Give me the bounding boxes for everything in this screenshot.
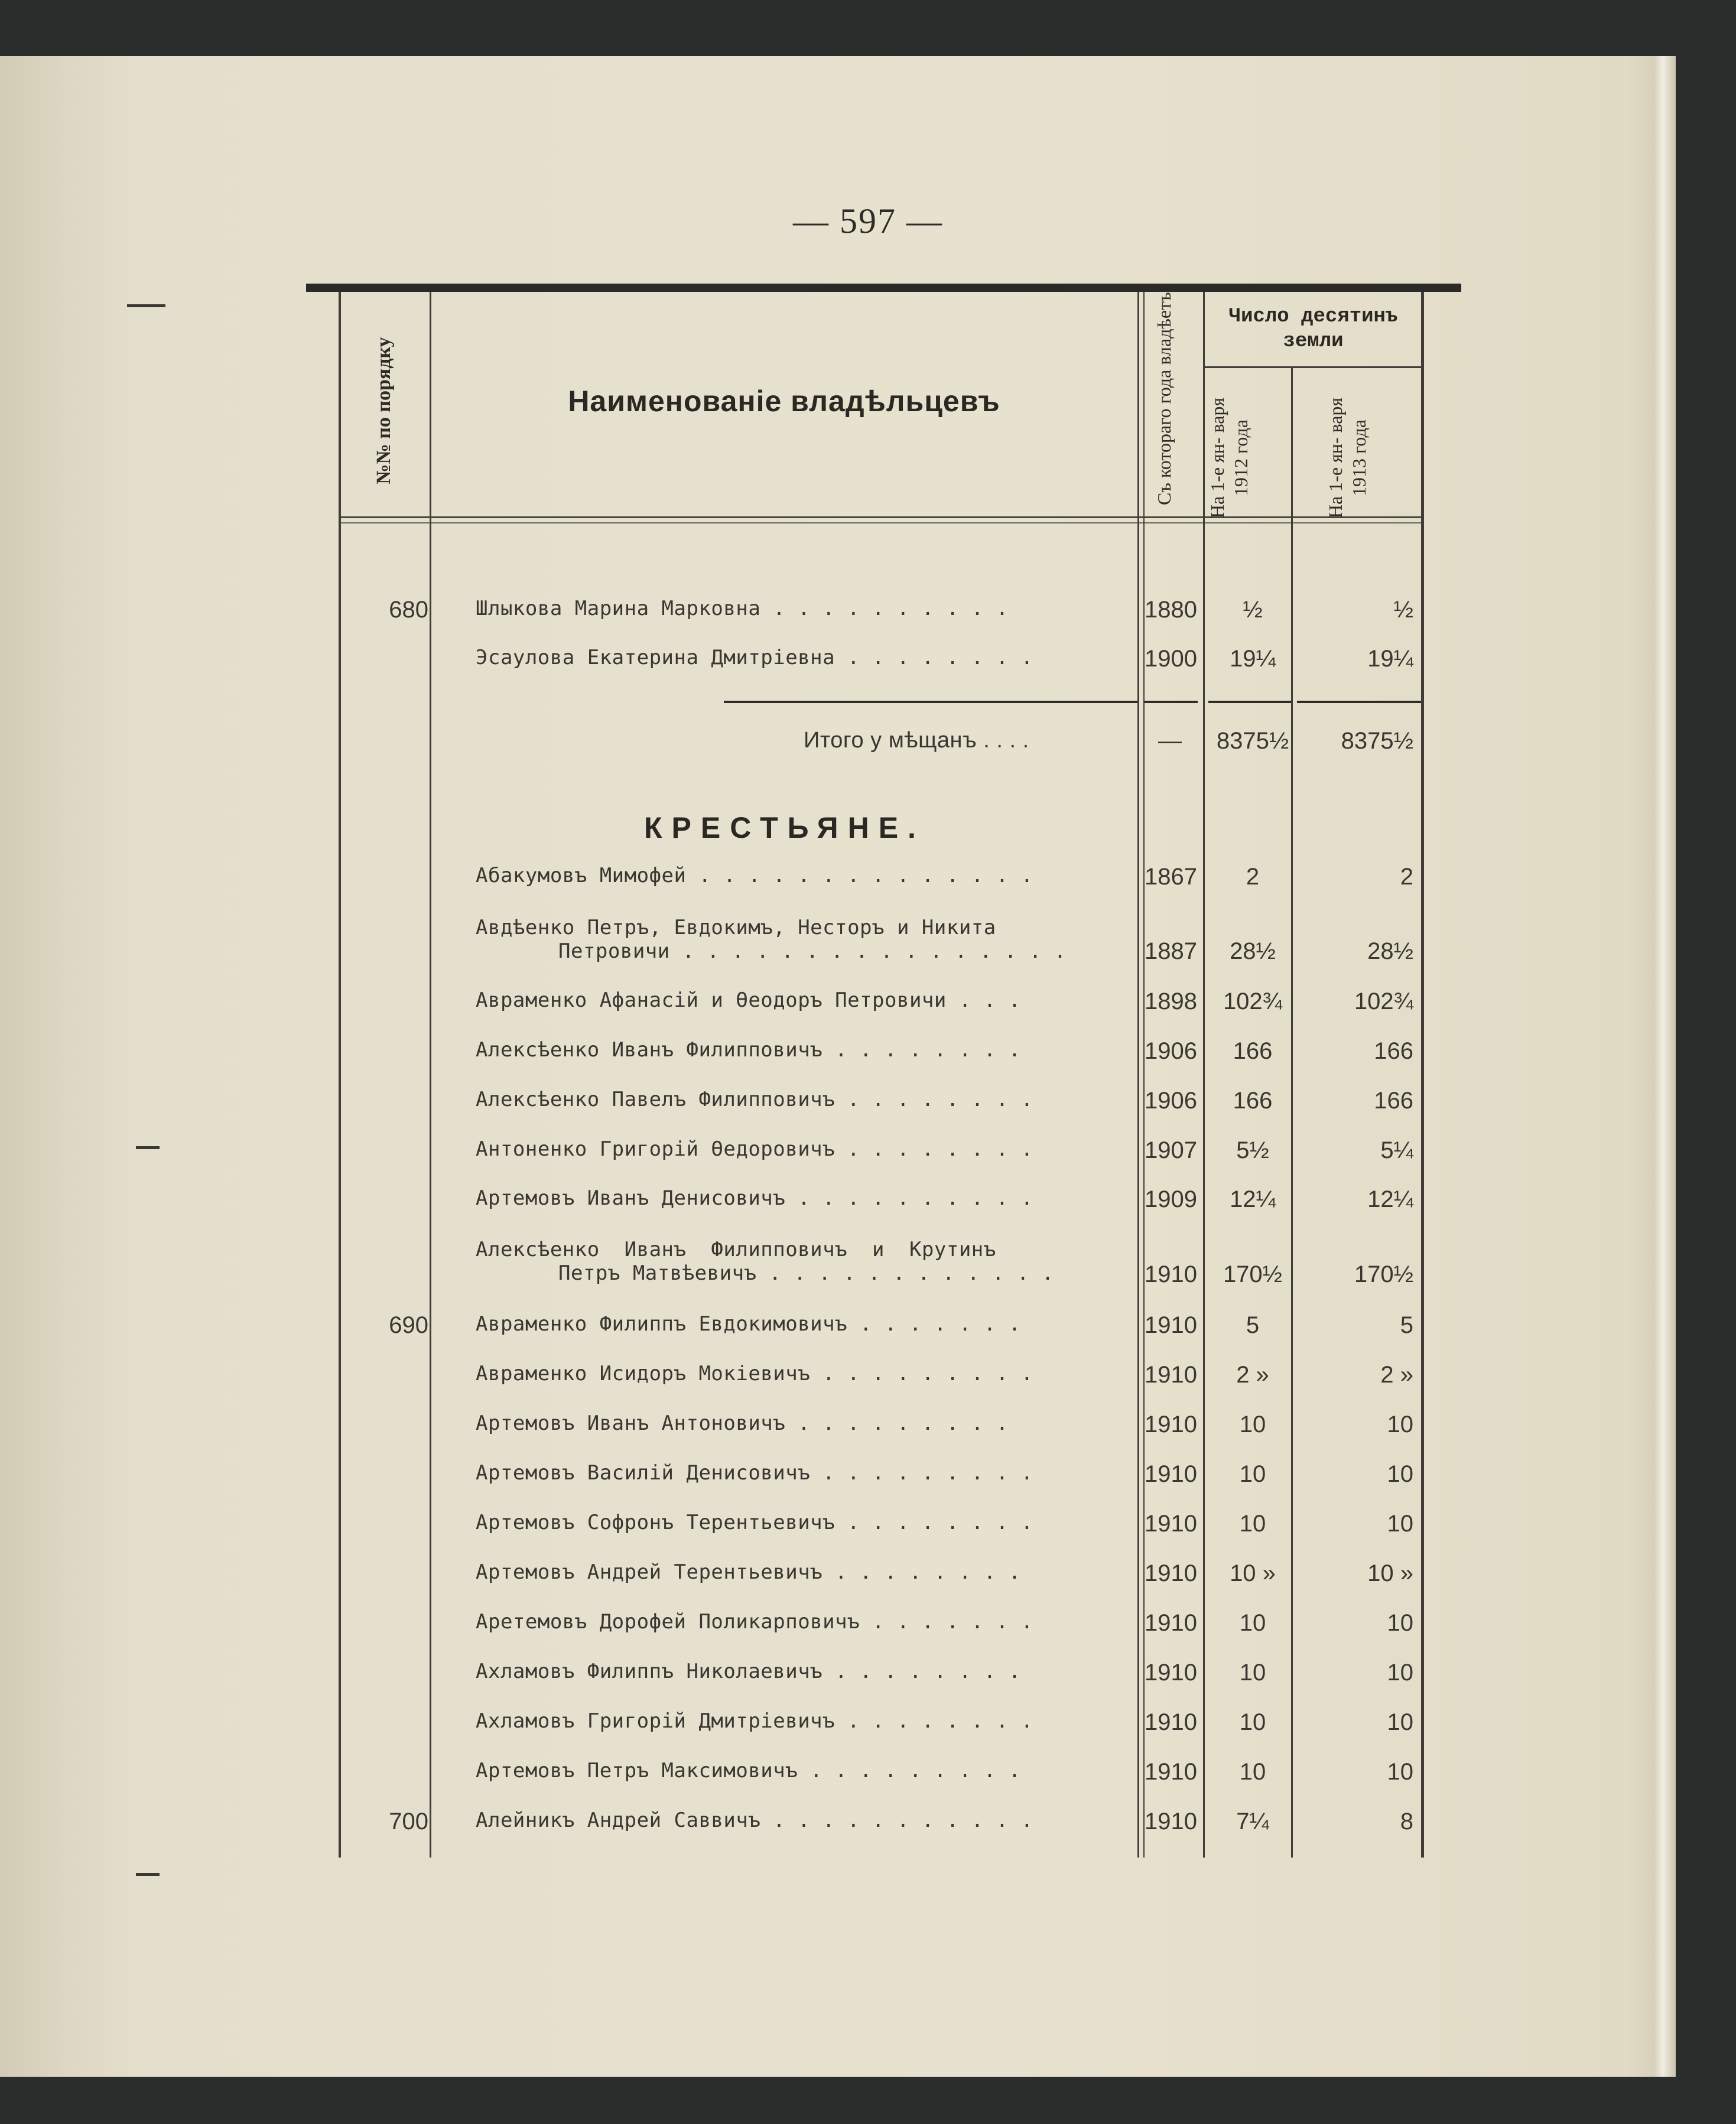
- total-1913: 8375½: [1341, 728, 1413, 754]
- binding-thread-mark: [136, 1873, 160, 1876]
- header-1912: [1205, 387, 1276, 529]
- land-1913: 166: [1374, 1038, 1413, 1064]
- owner-name: Шлыкова Марина Марковна . . . . . . . . . .: [476, 597, 1009, 620]
- land-1913: 2 »: [1380, 1362, 1413, 1388]
- land-1912: 10: [1239, 1461, 1266, 1487]
- table-row: [0, 1809, 1736, 1850]
- owner-name: Авраменко Афанасій и Өеодоръ Петровичи . . .: [476, 988, 1021, 1012]
- land-1912: 170½: [1223, 1261, 1283, 1287]
- year-since: 1906: [1145, 1038, 1197, 1064]
- year-since: 1910: [1145, 1411, 1197, 1437]
- year-since: 1910: [1145, 1362, 1197, 1388]
- land-1912: 10 »: [1230, 1560, 1276, 1586]
- table-row: [0, 1610, 1736, 1651]
- table-row: [0, 1312, 1736, 1354]
- land-1912: 10: [1239, 1759, 1266, 1785]
- table-row: [0, 1461, 1736, 1502]
- owner-name: Эсаулова Екатерина Дмитріевна . . . . . . . .: [476, 646, 1033, 669]
- table-row: [0, 864, 1736, 905]
- owner-name: Ахламовъ Григорій Дмитріевичъ . . . . . . . .: [476, 1709, 1033, 1733]
- land-1913: 10 »: [1367, 1560, 1413, 1586]
- land-1912: 166: [1233, 1088, 1273, 1114]
- land-1913: 10: [1387, 1461, 1413, 1487]
- table-row: [0, 1088, 1736, 1129]
- table-row: [0, 988, 1736, 1030]
- land-1912: 10: [1239, 1511, 1266, 1537]
- owner-name: Артемовъ Иванъ Денисовичъ . . . . . . . . . .: [476, 1186, 1033, 1210]
- land-1912: 19¼: [1230, 646, 1276, 672]
- header-number-col: №№ по порядку: [373, 337, 395, 484]
- year-since: 1867: [1145, 864, 1197, 890]
- table-row: [0, 1411, 1736, 1453]
- year-since: 1910: [1145, 1312, 1197, 1338]
- table-row: [0, 1560, 1736, 1602]
- owner-name-cont: Петровичи . . . . . . . . . . . . . . . .: [558, 939, 1067, 963]
- header-since-year: [1152, 292, 1199, 505]
- land-1913: 166: [1374, 1088, 1413, 1114]
- year-since: 1910: [1145, 1560, 1197, 1586]
- group-header-rule: [1203, 366, 1422, 368]
- owner-name: Артемовъ Софронъ Терентьевичъ . . . . . . . .: [476, 1511, 1033, 1534]
- land-1913: 10: [1387, 1660, 1413, 1686]
- land-1913: 5: [1400, 1312, 1413, 1338]
- land-1912: 7¼: [1236, 1809, 1269, 1834]
- owner-name: Абакумовъ Мимофей . . . . . . . . . . . . . .: [476, 864, 1033, 887]
- owner-name: Артемовъ Петръ Максимовичъ . . . . . . . . .: [476, 1759, 1021, 1783]
- header-1913-text: На 1-е ян- варя 1913 года: [1325, 397, 1370, 519]
- owner-name: Артемовъ Андрей Терентьевичъ . . . . . . . .: [476, 1560, 1021, 1584]
- land-1912: 2: [1246, 864, 1260, 890]
- row-number: 700: [389, 1809, 428, 1834]
- binding-thread-mark: [127, 304, 165, 307]
- owner-name: Авраменко Исидоръ Мокіевичъ . . . . . . . . .: [476, 1362, 1033, 1385]
- land-1913: 12¼: [1367, 1186, 1413, 1212]
- table-row: [0, 916, 1736, 981]
- page-number: — 597 —: [793, 201, 943, 240]
- row-number: 690: [389, 1312, 428, 1338]
- land-1912: 2 »: [1236, 1362, 1269, 1388]
- year-since: 1910: [1145, 1809, 1197, 1834]
- owner-name: Артемовъ Иванъ Антоновичъ . . . . . . . . .: [476, 1411, 1009, 1435]
- land-1912: 10: [1239, 1610, 1266, 1636]
- land-1912: 28½: [1230, 938, 1276, 964]
- row-number: 680: [389, 597, 428, 623]
- land-1912: 10: [1239, 1709, 1266, 1735]
- year-since: 1880: [1145, 597, 1197, 623]
- land-1912: 102¾: [1223, 988, 1283, 1014]
- land-1913: 2: [1400, 864, 1413, 890]
- table-row: [0, 1137, 1736, 1179]
- land-1912: 5: [1246, 1312, 1260, 1338]
- owner-name: Алейникъ Андрей Саввичъ . . . . . . . . . . .: [476, 1809, 1033, 1832]
- total-year: —: [1158, 728, 1182, 754]
- land-1913: ½: [1393, 597, 1413, 623]
- land-1912: 10: [1239, 1411, 1266, 1437]
- year-since: 1910: [1145, 1511, 1197, 1537]
- table-row: [0, 1362, 1736, 1403]
- total-rule: [1145, 701, 1198, 703]
- land-1912: ½: [1243, 597, 1263, 623]
- land-1912: 10: [1239, 1660, 1266, 1686]
- year-since: 1907: [1145, 1137, 1197, 1163]
- year-since: 1910: [1145, 1759, 1197, 1785]
- table-row: [0, 1759, 1736, 1800]
- land-1912: 12¼: [1230, 1186, 1276, 1212]
- land-1913: 10: [1387, 1511, 1413, 1537]
- land-1913: 8: [1400, 1809, 1413, 1834]
- header-owner-name: Наименованіе владѣльцевъ: [568, 385, 1000, 418]
- owner-name: Антоненко Григорій Өедоровичъ . . . . . . . .: [476, 1137, 1033, 1161]
- land-1913: 10: [1387, 1610, 1413, 1636]
- year-since: 1909: [1145, 1186, 1197, 1212]
- land-1913: 10: [1387, 1411, 1413, 1437]
- year-since: 1910: [1145, 1461, 1197, 1487]
- owner-name: Алексѣенко Иванъ Филипповичъ . . . . . . . .: [476, 1038, 1021, 1062]
- owner-name: Артемовъ Василій Денисовичъ . . . . . . . . .: [476, 1461, 1033, 1485]
- year-since: 1910: [1145, 1261, 1197, 1287]
- land-1912: 5½: [1236, 1137, 1269, 1163]
- total-rule: [1208, 701, 1291, 703]
- land-1913: 5¼: [1380, 1137, 1413, 1163]
- owner-name: Авдѣенко Петръ, Евдокимъ, Несторъ и Никита: [476, 916, 996, 939]
- year-since: 1887: [1145, 938, 1197, 964]
- total-label: Итого у мѣщанъ . . . .: [804, 728, 1029, 753]
- year-since: 1906: [1145, 1088, 1197, 1114]
- year-since: 1900: [1145, 646, 1197, 672]
- land-1913: 10: [1387, 1759, 1413, 1785]
- owner-name: Ахламовъ Филиппъ Николаевичъ . . . . . . . .: [476, 1660, 1021, 1683]
- land-1913: 19¼: [1367, 646, 1413, 672]
- section-title: КРЕСТЬЯНЕ.: [644, 811, 925, 844]
- table-row: [0, 1511, 1736, 1552]
- owner-name: Авраменко Филиппъ Евдокимовичъ . . . . . . .: [476, 1312, 1021, 1336]
- land-1913: 10: [1387, 1709, 1413, 1735]
- year-since: 1910: [1145, 1660, 1197, 1686]
- year-since: 1910: [1145, 1709, 1197, 1735]
- table-row: [0, 1660, 1736, 1701]
- owner-name: Аретемовъ Дорофей Поликарповичъ . . . . . . .: [476, 1610, 1033, 1634]
- land-1913: 28½: [1367, 938, 1413, 964]
- table-row: [0, 1186, 1736, 1228]
- owner-name-cont: Петръ Матвѣевичъ . . . . . . . . . . . .: [558, 1261, 1054, 1285]
- table-row: [0, 646, 1736, 687]
- header-land-group: Число десятинъ земли: [1228, 305, 1398, 353]
- table-row: [0, 1709, 1736, 1751]
- total-rule: [1297, 701, 1421, 703]
- table-top-rule: [306, 284, 1461, 292]
- header-1912-text: На 1-е ян- варя 1912 года: [1207, 397, 1251, 519]
- owner-name: Алексѣенко Павелъ Филипповичъ . . . . . . . .: [476, 1088, 1033, 1111]
- land-1913: 170½: [1354, 1261, 1413, 1287]
- total-rule: [724, 701, 1137, 703]
- land-1912: 166: [1233, 1038, 1273, 1064]
- owner-name: Алексѣенко Иванъ Филипповичъ и Крутинъ: [476, 1238, 996, 1261]
- table-row: [0, 1038, 1736, 1079]
- header-since-text: Съ котораго года владѣетъ: [1153, 292, 1175, 505]
- land-1913: 102¾: [1354, 988, 1413, 1014]
- total-1912: 8375½: [1216, 728, 1289, 754]
- year-since: 1910: [1145, 1610, 1197, 1636]
- total-row: [0, 728, 1736, 769]
- header-1913: [1324, 387, 1394, 529]
- table-row: [0, 597, 1736, 638]
- year-since: 1898: [1145, 988, 1197, 1014]
- table-row: [0, 1238, 1736, 1303]
